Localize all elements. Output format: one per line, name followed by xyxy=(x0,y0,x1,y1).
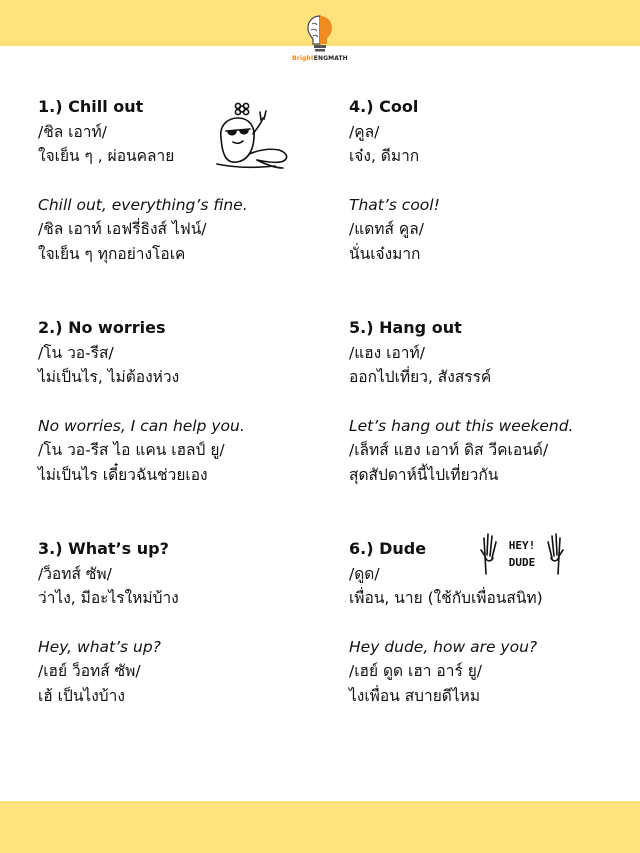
phrase-meaning: เพื่อน, นาย (ใช้กับเพื่อนสนิท) xyxy=(349,589,543,607)
example-sentence: No worries, I can help you. xyxy=(38,416,245,435)
phrase-meaning: ว่าไง, มีอะไรใหม่บ้าง xyxy=(38,589,179,607)
example-pronunciation: /ชิล เอาท์ เอฟรี่ธิงส์ ไฟน์/ xyxy=(38,220,207,238)
phrase-title: 3.) What’s up? xyxy=(38,539,169,558)
brand-name-part2: ENGMATH xyxy=(313,55,348,62)
phrase-section-cool xyxy=(349,95,639,266)
brand-logo xyxy=(270,14,370,70)
phrase-meaning: เจ๋ง, ดีมาก xyxy=(349,147,420,165)
example-meaning: เฮ้ เป็นไงบ้าง xyxy=(38,686,125,705)
phrase-title: 1.) Chill out xyxy=(38,97,144,116)
bottom-banner xyxy=(0,801,640,853)
phrase-pronunciation: /ว็อทส์ ซัพ/ xyxy=(38,564,112,583)
example-sentence: Chill out, everything’s fine. xyxy=(38,195,248,214)
example-pronunciation: /เฮย์ ดูด เฮา อาร์ ยู/ xyxy=(349,662,483,680)
phrase-section-whats-up xyxy=(38,537,328,708)
example-meaning: สุดสัปดาห์นี้ไปเที่ยวกัน xyxy=(349,465,499,484)
brain-bulb-icon xyxy=(305,14,335,54)
example-meaning: ไม่เป็นไร เดี๋ยวฉันช่วยเอง xyxy=(38,465,208,484)
phrase-title: 6.) Dude xyxy=(349,539,427,558)
phrase-pronunciation: /ชิล เอาท์/ xyxy=(38,122,107,141)
example-pronunciation: /เล็ทส์ แฮง เอาท์ ดิส วีคเอนด์/ xyxy=(349,441,549,459)
example-meaning: นั่นเจ๋งมาก xyxy=(349,244,421,263)
chill-character-icon xyxy=(205,98,295,178)
phrase-section-no-worries xyxy=(38,316,328,487)
example-pronunciation: /เฮย์ ว็อทส์ ซัพ/ xyxy=(38,662,141,680)
phrase-pronunciation: /โน วอ-รีส/ xyxy=(38,343,114,362)
example-sentence: That’s cool! xyxy=(349,195,440,214)
example-meaning: ใจเย็น ๆ ทุกอย่างโอเค xyxy=(38,244,186,263)
phrase-meaning: ใจเย็น ๆ , ผ่อนคลาย xyxy=(38,147,175,165)
phrase-pronunciation: /แฮง เอาท์/ xyxy=(349,343,425,362)
brand-name xyxy=(270,55,370,62)
phrase-title: 5.) Hang out xyxy=(349,318,462,337)
example-sentence: Let’s hang out this weekend. xyxy=(349,416,574,435)
example-pronunciation: /โน วอ-รีส ไอ แคน เฮลป์ ยู/ xyxy=(38,441,225,459)
phrase-title: 4.) Cool xyxy=(349,97,419,116)
phrase-section-hang-out xyxy=(349,316,639,487)
hey-text: HEY! xyxy=(508,539,536,552)
example-sentence: Hey, what’s up? xyxy=(38,637,161,656)
phrase-meaning: ออกไปเที่ยว, สังสรรค์ xyxy=(349,368,492,386)
phrase-meaning: ไม่เป็นไร, ไม่ต้องห่วง xyxy=(38,368,180,386)
phrase-pronunciation: /ดูด/ xyxy=(349,564,380,583)
brand-name-part1: Bright xyxy=(292,55,314,62)
phrase-pronunciation: /คูล/ xyxy=(349,122,380,141)
hey-dude-hands-icon xyxy=(478,528,566,578)
phrase-title: 2.) No worries xyxy=(38,318,166,337)
example-sentence: Hey dude, how are you? xyxy=(349,637,538,656)
example-meaning: ไงเพื่อน สบายดีไหม xyxy=(349,686,481,705)
example-pronunciation: /แดทส์ คูล/ xyxy=(349,220,424,238)
dude-text: DUDE xyxy=(508,556,536,569)
